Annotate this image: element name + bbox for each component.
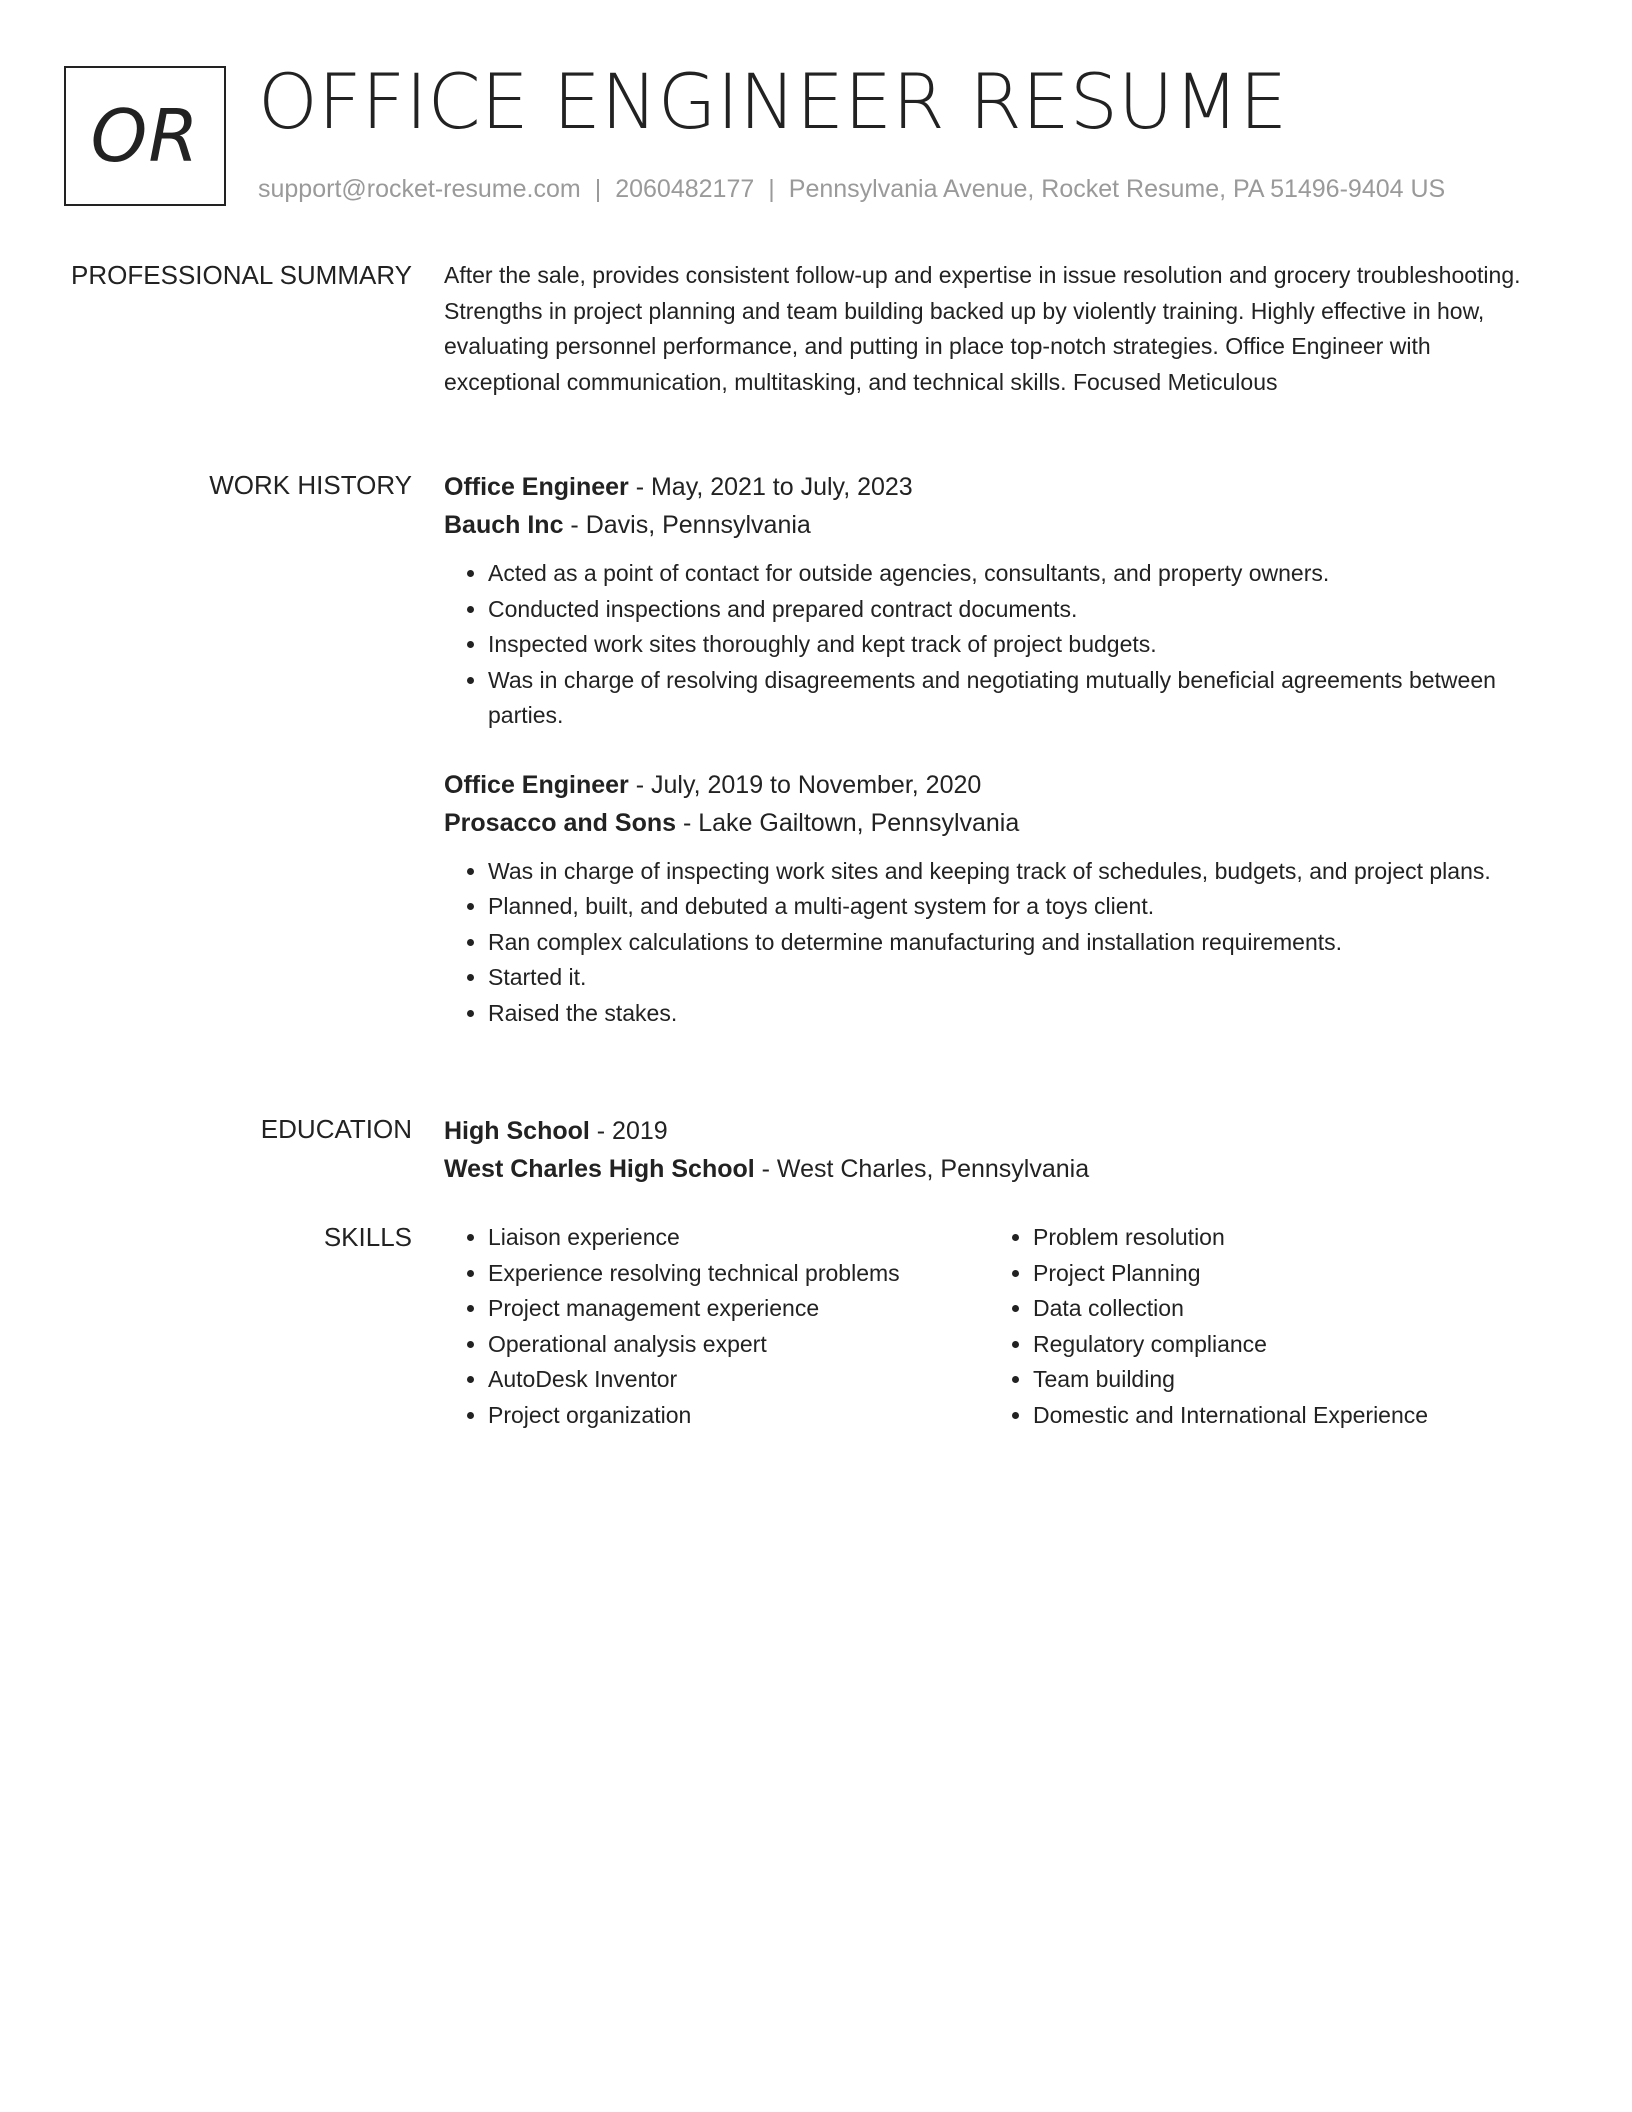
- contact-email: support@rocket-resume.com: [258, 175, 581, 203]
- monogram-initials: OR: [90, 94, 200, 178]
- skill-item: • AutoDesk Inventor: [488, 1362, 989, 1398]
- job-bullet: • Planned, built, and debuted a multi-agent system for a toys client.: [488, 889, 1544, 925]
- education-degree: High School: [444, 1117, 590, 1145]
- monogram-box: [64, 66, 226, 206]
- job-bullets: [444, 854, 1544, 1032]
- skills-column-left: [444, 1220, 989, 1433]
- skill-item: • Domestic and International Experience: [1033, 1398, 1534, 1434]
- job-bullet: • Was in charge of inspecting work sites and keeping track of schedules, budgets, and project plans.: [488, 854, 1544, 890]
- summary-body: [444, 258, 1544, 400]
- section-title-work-history: WORK HISTORY: [209, 470, 412, 500]
- job-dates: - July, 2019 to November, 2020: [628, 770, 982, 799]
- contact-separator: |: [594, 175, 602, 203]
- skill-item: • Project Planning: [1033, 1256, 1534, 1292]
- skill-item: • Liaison experience: [488, 1220, 989, 1256]
- skills-list-right: [989, 1220, 1534, 1433]
- education-body: [444, 1112, 1544, 1188]
- summary-text: After the sale, provides consistent follow-up and expertise in issue resolution and grocery troubleshooting. Strengths in project planning and team building backed up by violently training. Highly effective in how, evaluating personnel performance, and putting in place top-notch strategies. Office Engineer with exceptional communication, multitasking, and technical skills. Focused Meticulous: [444, 262, 1521, 395]
- job-bullet: • Ran complex calculations to determine manufacturing and installation requirements.: [488, 925, 1544, 961]
- skills-body: [444, 1220, 1544, 1433]
- skills-column-right: [989, 1220, 1534, 1433]
- skill-item: • Operational analysis expert: [488, 1327, 989, 1363]
- education-degree-line: [444, 1112, 1544, 1150]
- skill-item: • Project management experience: [488, 1291, 989, 1327]
- skill-item: • Team building: [1033, 1362, 1534, 1398]
- section-title-education: EDUCATION: [260, 1114, 412, 1144]
- job-role-line: [444, 766, 1544, 804]
- skill-item: • Problem resolution: [1033, 1220, 1534, 1256]
- job-location: - Davis, Pennsylvania: [563, 511, 811, 539]
- skill-item: • Regulatory compliance: [1033, 1327, 1534, 1363]
- skill-item: • Experience resolving technical problems: [488, 1256, 989, 1292]
- section-title-summary: PROFESSIONAL SUMMARY: [71, 260, 412, 290]
- contact-separator: |: [768, 175, 775, 203]
- work-history-body: [444, 468, 1544, 1063]
- job-bullet: • Acted as a point of contact for outside agencies, consultants, and property owners.: [488, 556, 1544, 592]
- contact-line: [258, 172, 1445, 206]
- job-role: Office Engineer: [444, 473, 629, 501]
- job-company-line: [444, 804, 1544, 842]
- job-bullet: • Inspected work sites thoroughly and kept track of project budgets.: [488, 627, 1544, 663]
- skills-list-left: [444, 1220, 989, 1433]
- education-school: West Charles High School: [444, 1155, 755, 1183]
- job-bullet: • Raised the stakes.: [488, 996, 1544, 1032]
- contact-phone: 2060482177: [615, 175, 755, 203]
- skill-item: • Project organization: [488, 1398, 989, 1434]
- resume-title: OFFICE ENGINEER RESUME: [258, 57, 1288, 146]
- job-bullet: • Started it.: [488, 960, 1544, 996]
- job-bullet: • Conducted inspections and prepared contract documents.: [488, 592, 1544, 628]
- skill-item: • Data collection: [1033, 1291, 1534, 1327]
- job-entry: [444, 766, 1544, 1032]
- section-title-skills: SKILLS: [323, 1222, 412, 1252]
- job-bullet: • Was in charge of resolving disagreements and negotiating mutually beneficial agreements between parties.: [488, 663, 1544, 734]
- job-entry: [444, 468, 1544, 734]
- job-location: - Lake Gailtown, Pennsylvania: [676, 808, 1020, 837]
- education-year: - 2019: [589, 1117, 668, 1145]
- education-school-line: [444, 1150, 1544, 1188]
- contact-address: Pennsylvania Avenue, Rocket Resume, PA 51496-9404 US: [788, 175, 1446, 203]
- education-location: - West Charles, Pennsylvania: [754, 1155, 1090, 1183]
- job-role-line: [444, 468, 1544, 506]
- skills-columns: [444, 1220, 1544, 1433]
- job-dates: - May, 2021 to July, 2023: [628, 473, 913, 501]
- job-company-line: [444, 506, 1544, 544]
- job-role: Office Engineer: [444, 770, 629, 799]
- job-bullets: [444, 556, 1544, 734]
- job-company: Bauch Inc: [444, 511, 564, 539]
- job-company: Prosacco and Sons: [444, 808, 677, 837]
